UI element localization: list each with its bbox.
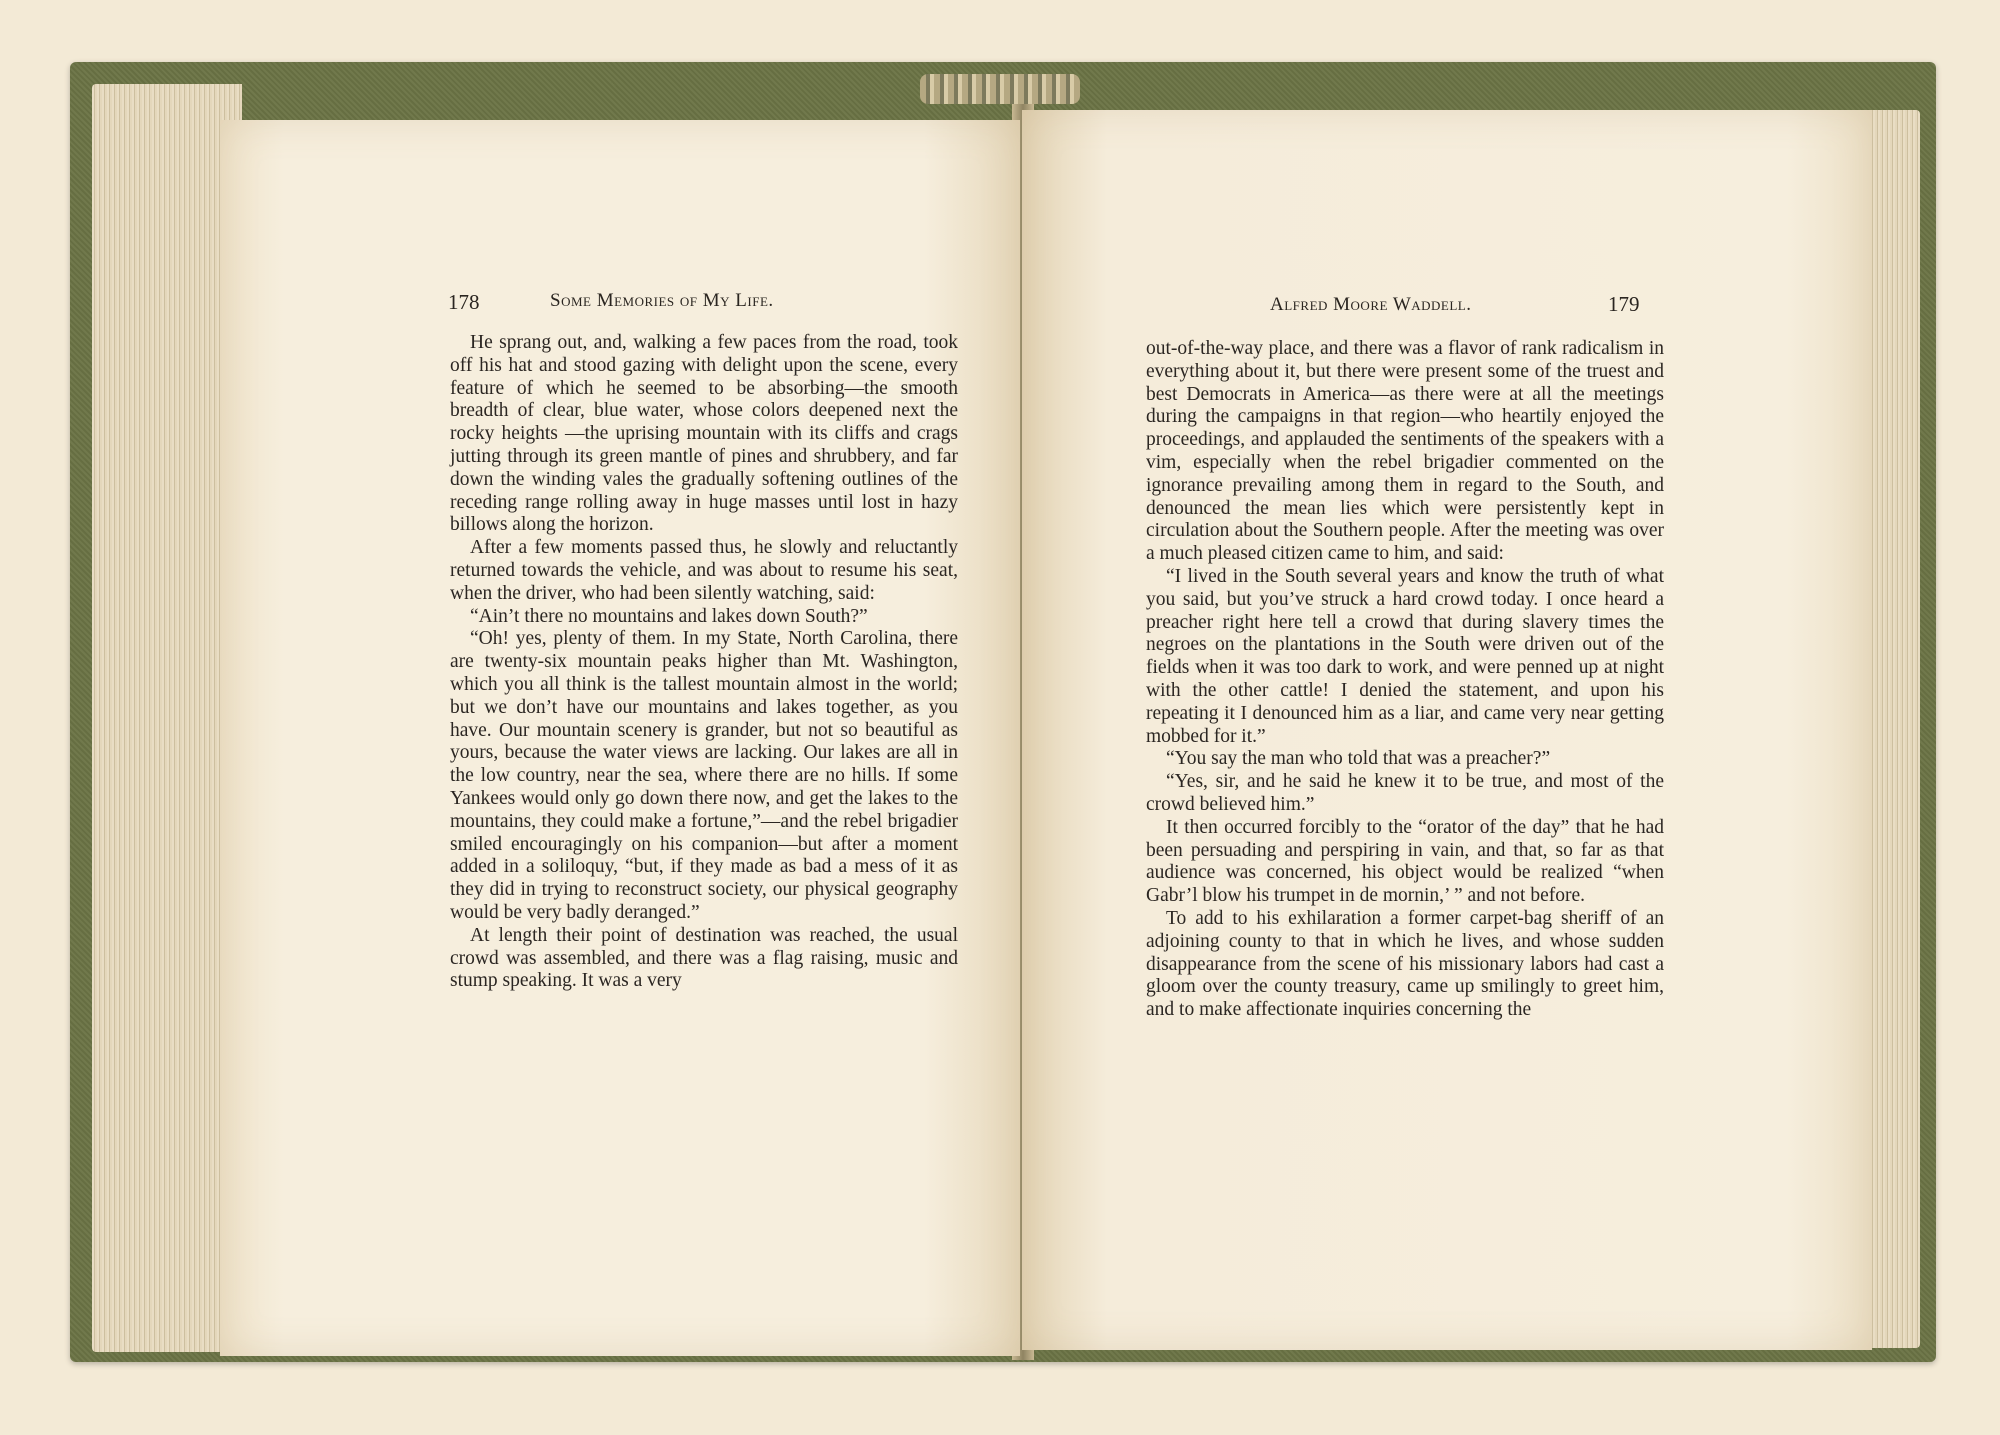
paragraph: It then occurred forcibly to the “orator of the day” that he had been persuading and perspiring in vain, and that, so far as that audience was concerned, his object would be realized “when Gabr’l blow his trumpet in de mornin,’ ” and not before. bbox=[1146, 816, 1664, 907]
book-headband bbox=[920, 74, 1080, 104]
left-page-number: 178 bbox=[448, 290, 480, 314]
left-running-head: Some Memories of My Life. bbox=[550, 290, 774, 311]
paragraph: “Oh! yes, plenty of them. In my State, North Carolina, there are twenty-six mountain peaks higher than Mt. Washington, which you all think is the tallest mountain almost in the world; but we don’t have our mountains and lakes together, as you have. Our mountain scenery is grander, but not so beautiful as yours, because the water views are lacking. Our lakes are all in the low country, near the sea, where there are no hills. If some Yankees would only go down there now, and get the lakes to the mountains, they could make a fortune,”—and the rebel brigadier smiled encouragingly on his companion—but after a moment added in a soliloquy, “but, if they made as bad a mess of it as they did in trying to reconstruct society, our physical geography would be very badly deranged.” bbox=[450, 628, 958, 923]
paragraph: “I lived in the South several years and know the truth of what you said, but you’ve struck a hard crowd today. I once heard a preacher right here tell a crowd that during slavery times the negroes on the plantations in the South were driven out of the fields when it was too dark to work, and were penned up at night with the other cattle! I denied the statement, and upon his repeating it I denounced him as a liar, and came very near getting mobbed for it.” bbox=[1146, 565, 1664, 747]
left-page bbox=[220, 120, 1020, 1356]
right-page-body bbox=[1146, 338, 1664, 1022]
paragraph: “You say the man who told that was a preacher?” bbox=[1166, 748, 1551, 770]
paragraph: He sprang out, and, walking a few paces from the road, took off his hat and stood gazing with delight upon the scene, every feature of which he seemed to be absorbing—the smooth breadth of clear, blue water, whose colors deepened next the rocky heights —the uprising mountain with its cliffs and crags jutting through its green mantle of pines and shrubbery, and far down the winding vales the gradually softening outlines of the receding range rolling away in huge masses until lost in hazy billows along the horizon. bbox=[450, 332, 958, 536]
right-page-number: 179 bbox=[1608, 292, 1640, 316]
left-page-body bbox=[450, 332, 958, 993]
right-running-head: Alfred Moore Waddell. bbox=[1270, 294, 1472, 315]
paragraph: “Ain’t there no mountains and lakes down South?” bbox=[470, 605, 868, 627]
right-page bbox=[1022, 110, 1872, 1350]
paragraph: After a few moments passed thus, he slowly and reluctantly returned towards the vehicle, and was about to resume his seat, when the driver, who had been silently watching, said: bbox=[450, 537, 958, 604]
paragraph: To add to his exhilaration a former carpet-bag sheriff of an adjoining county to that in which he lives, and whose sudden disappearance from the scene of his missionary labors had cast a gloom over the county treasury, came up smilingly to greet him, and to make affectionate inquiries concerning the bbox=[1146, 907, 1664, 1021]
paragraph: out-of-the-way place, and there was a flavor of rank radicalism in everything about it, but there were present some of the truest and best Democrats in America—as there were at all the meetings during the campaigns in that region—who heartily enjoyed the proceedings, and applauded the sentiments of the speakers with a vim, especially when the rebel brigadier commented on the ignorance prevailing among them in regard to the South, and denounced the mean lies which were persistently kept in circulation about the Southern people. After the meeting was over a much pleased citizen came to him, and said: bbox=[1146, 338, 1664, 565]
paragraph: At length their point of destination was reached, the usual crowd was assembled, and there was a flag raising, music and stump speaking. It was a very bbox=[450, 924, 958, 992]
paragraph: “Yes, sir, and he said he knew it to be true, and most of the crowd believed him.” bbox=[1146, 771, 1664, 815]
